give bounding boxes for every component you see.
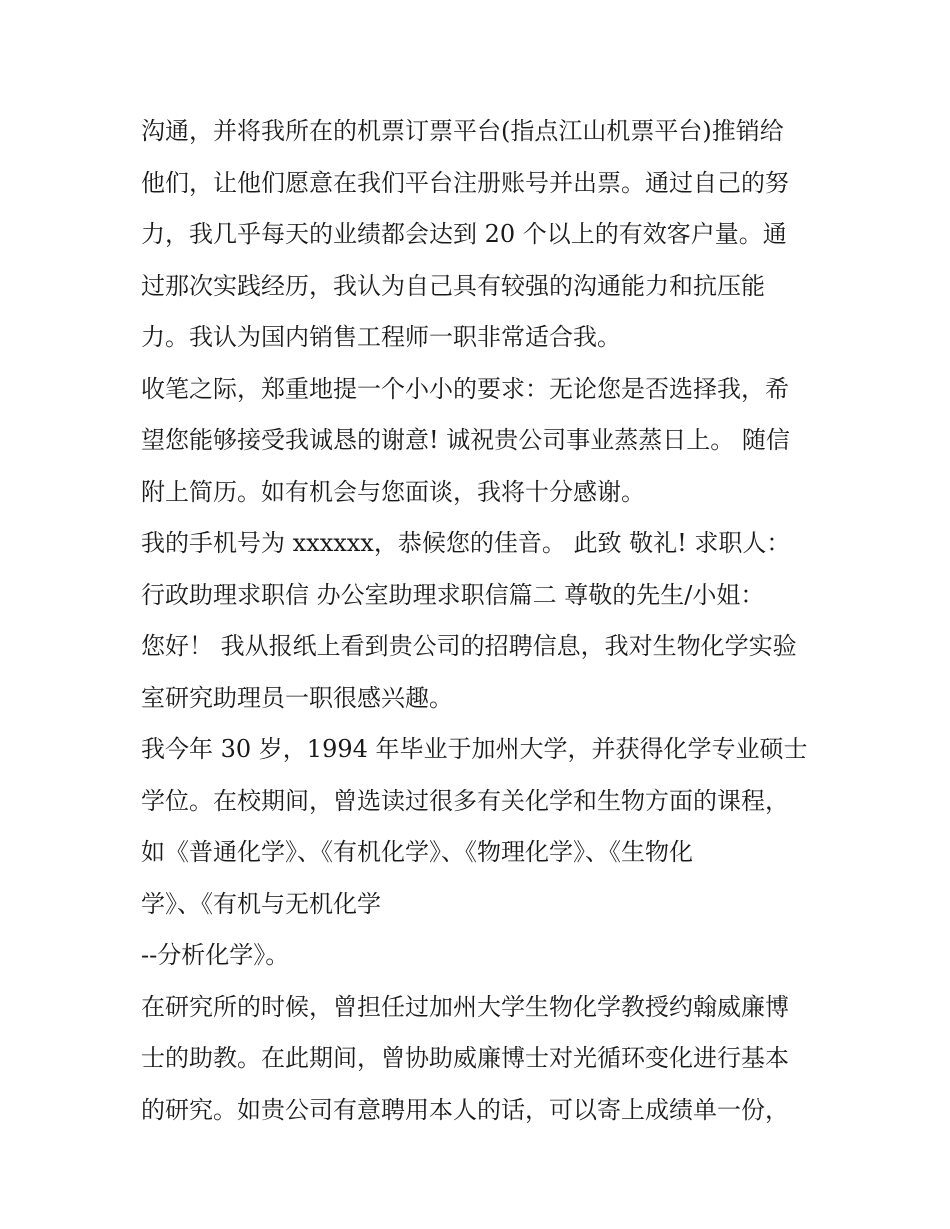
text-line: 室研究助理员一职很感兴趣。 — [141, 683, 453, 712]
text-line: 收笔之际，郑重地提一个小小的要求：无论您是否选择我，希 — [141, 374, 789, 403]
text-line: 您好！ 我从报纸上看到贵公司的招聘信息，我对生物化学实验 — [141, 632, 797, 660]
text-line: 的研究。如贵公司有意聘用本人的话，可以寄上成绩单一份， — [141, 1095, 789, 1124]
text-line: 行政助理求职信 办公室助理求职信篇二 尊敬的先生/小姐： — [141, 580, 765, 609]
text-line: 过那次实践经历，我认为自己具有较强的沟通能力和抗压能 — [141, 271, 765, 300]
text-line: 沟通，并将我所在的机票订票平台(指点江山机票平台)推销给 — [141, 117, 784, 145]
text-line: 望您能够接受我诚恳的谢意! 诚祝贵公司事业蒸蒸日上。 随信 — [141, 426, 790, 454]
text-line: 我今年 30 岁，1994 年毕业于加州大学，并获得化学专业硕士 — [141, 735, 808, 763]
text-line: 学》、《有机与无机化学 — [141, 889, 381, 918]
text-line: 在研究所的时候，曾担任过加州大学生物化学教授约翰威廉博 — [141, 992, 789, 1021]
text-line: 学位。在校期间，曾选读过很多有关化学和生物方面的课程， — [141, 786, 789, 815]
text-line: 他们，让他们愿意在我们平台注册账号并出票。通过自己的努 — [141, 168, 789, 197]
text-line: 附上简历。如有机会与您面谈，我将十分感谢。 — [141, 477, 645, 506]
text-line: 士的助教。在此期间，曾协助威廉博士对光循环变化进行基本 — [141, 1044, 789, 1072]
document-body — [141, 106, 821, 1136]
text-line: 力，我几乎每天的业绩都会达到 20 个以上的有效客户量。通 — [141, 220, 787, 248]
text-line: 我的手机号为 xxxxxx，恭候您的佳音。 此致 敬礼! 求职人： — [141, 529, 791, 557]
text-line: --分析化学》。 — [141, 941, 290, 969]
text-line: 力。我认为国内销售工程师一职非常适合我。 — [141, 323, 621, 351]
text-line: 如《普通化学》、《有机化学》、《物理化学》、《生物化 — [141, 838, 693, 866]
